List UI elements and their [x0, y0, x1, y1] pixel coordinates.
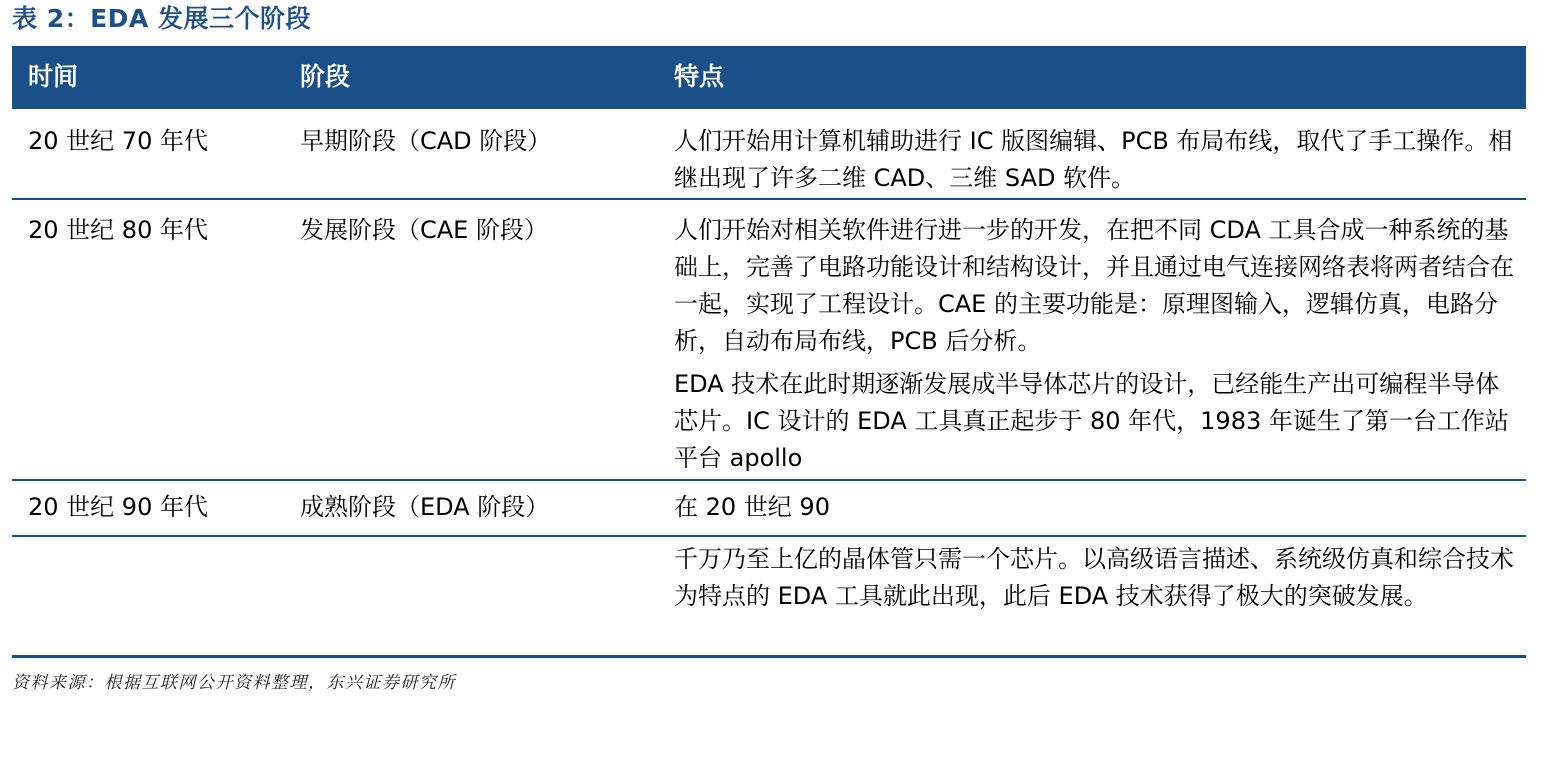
feature-paragraph: 在 20 世纪 90	[674, 493, 830, 521]
feature-paragraph: EDA 技术在此时期逐渐发展成半导体芯片的设计，已经能生产出可编程半导体芯片。IC 设计的 EDA 工具真正起步于 80 年代，1983 年诞生了第一台工作站平台 apollo	[674, 370, 1509, 472]
feature-paragraph: 千万乃至上亿的晶体管只需一个芯片。以高级语言描述、系统级仿真和综合技术为特点的 EDA 工具就此出现，此后 EDA 技术获得了极大的突破发展。	[674, 545, 1514, 610]
cell-features	[674, 123, 1514, 197]
source-note: 资料来源：根据互联网公开资料整理，东兴证券研究所	[12, 673, 456, 693]
eda-stages-table	[12, 46, 1526, 658]
cell-time: 20 世纪 70 年代	[28, 127, 208, 155]
table-row	[12, 481, 1526, 537]
feature-paragraph: 人们开始用计算机辅助进行 IC 版图编辑、PCB 布局布线，取代了手工操作。相继出现了许多二维 CAD、三维 SAD 软件。	[674, 127, 1513, 192]
feature-paragraph: 人们开始对相关软件进行进一步的开发，在把不同 CDA 工具合成一种系统的基础上，完善了电路功能设计和结构设计，并且通过电气连接网络表将两者结合在一起，实现了工程设计。CAE 的主要功能是：原理图输入，逻辑仿真，电路分析，自动布局布线，PCB 后分析。	[674, 216, 1514, 355]
table-row	[12, 200, 1526, 481]
table-caption: 表 2：EDA 发展三个阶段	[12, 4, 311, 33]
table-row	[12, 109, 1526, 200]
cell-stage: 成熟阶段（EDA 阶段）	[300, 493, 550, 521]
table-header	[12, 46, 1526, 109]
cell-features	[674, 541, 1514, 615]
cell-features	[674, 489, 1514, 526]
cell-time: 20 世纪 80 年代	[28, 216, 208, 244]
cell-stage: 早期阶段（CAD 阶段）	[300, 127, 552, 155]
cell-features	[674, 212, 1514, 477]
table-row	[12, 537, 1526, 658]
header-features: 特点	[674, 62, 725, 91]
cell-stage: 发展阶段（CAE 阶段）	[300, 216, 548, 244]
cell-time: 20 世纪 90 年代	[28, 493, 208, 521]
header-stage: 阶段	[300, 62, 351, 91]
header-time: 时间	[28, 62, 79, 91]
